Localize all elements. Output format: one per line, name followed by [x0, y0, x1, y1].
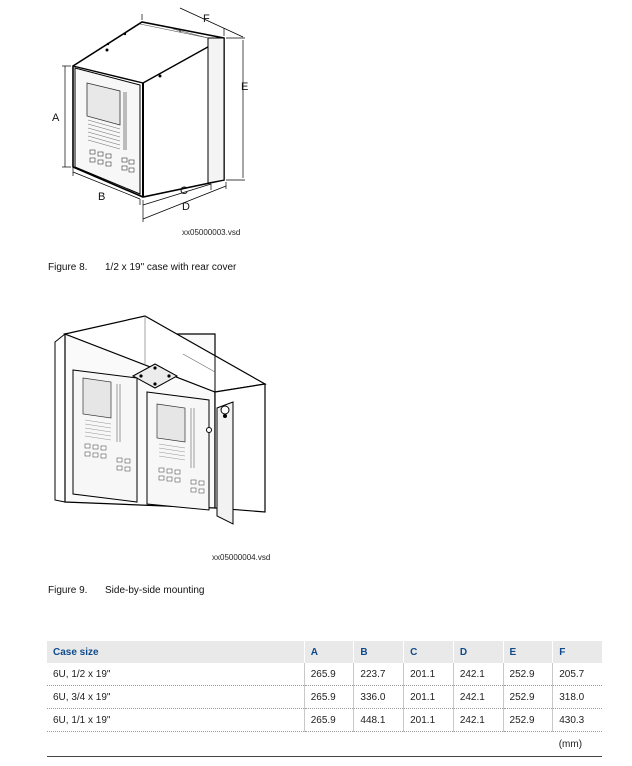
figure-8-title: 1/2 x 19" case with rear cover	[105, 262, 237, 273]
cell-c: 201.1	[404, 709, 454, 732]
cell-case-size: 6U, 3/4 x 19"	[47, 686, 304, 709]
unit-label: (mm)	[553, 732, 602, 757]
cell-f: 430.3	[553, 709, 602, 732]
figure-9-number: Figure 9.	[48, 585, 88, 596]
cell-b: 448.1	[354, 709, 404, 732]
table-unit-row	[47, 732, 602, 757]
cell-f: 318.0	[553, 686, 602, 709]
table-row	[47, 686, 602, 709]
header-d: D	[453, 641, 503, 663]
table-row	[47, 663, 602, 686]
cell-b: 336.0	[354, 686, 404, 709]
cell-e: 252.9	[503, 686, 553, 709]
figure-8-file-label: xx05000003.vsd	[182, 228, 241, 237]
cell-d: 242.1	[453, 709, 503, 732]
cell-a: 265.9	[304, 663, 354, 686]
dim-label-d: D	[182, 201, 190, 213]
case-dimensions-table	[47, 641, 602, 757]
dim-label-f: F	[203, 13, 210, 25]
cell-case-size: 6U, 1/2 x 19"	[47, 663, 304, 686]
dim-label-b: B	[98, 191, 106, 203]
header-f: F	[553, 641, 602, 663]
cell-case-size: 6U, 1/1 x 19"	[47, 709, 304, 732]
dim-label-e: E	[241, 81, 249, 93]
header-case-size: Case size	[47, 641, 304, 663]
figure-8-drawing	[40, 0, 270, 225]
figure-9-file-label: xx05000004.vsd	[212, 553, 271, 562]
header-a: A	[304, 641, 354, 663]
cell-a: 265.9	[304, 709, 354, 732]
cell-e: 252.9	[503, 709, 553, 732]
cell-d: 242.1	[453, 686, 503, 709]
header-c: C	[404, 641, 454, 663]
figure-9-drawing	[45, 312, 285, 552]
table-row	[47, 709, 602, 732]
figure-9-title: Side-by-side mounting	[105, 585, 205, 596]
cell-e: 252.9	[503, 663, 553, 686]
dim-label-c: C	[180, 185, 188, 197]
unit-spacer	[47, 732, 553, 757]
header-b: B	[354, 641, 404, 663]
cell-c: 201.1	[404, 663, 454, 686]
table-header-row	[47, 641, 602, 663]
cell-c: 201.1	[404, 686, 454, 709]
dim-label-a: A	[52, 112, 60, 124]
cell-f: 205.7	[553, 663, 602, 686]
figure-8-number: Figure 8.	[48, 262, 88, 273]
cell-d: 242.1	[453, 663, 503, 686]
cell-b: 223.7	[354, 663, 404, 686]
figure-9-caption	[48, 585, 205, 596]
cell-a: 265.9	[304, 686, 354, 709]
header-e: E	[503, 641, 553, 663]
figure-8-caption	[48, 262, 236, 273]
